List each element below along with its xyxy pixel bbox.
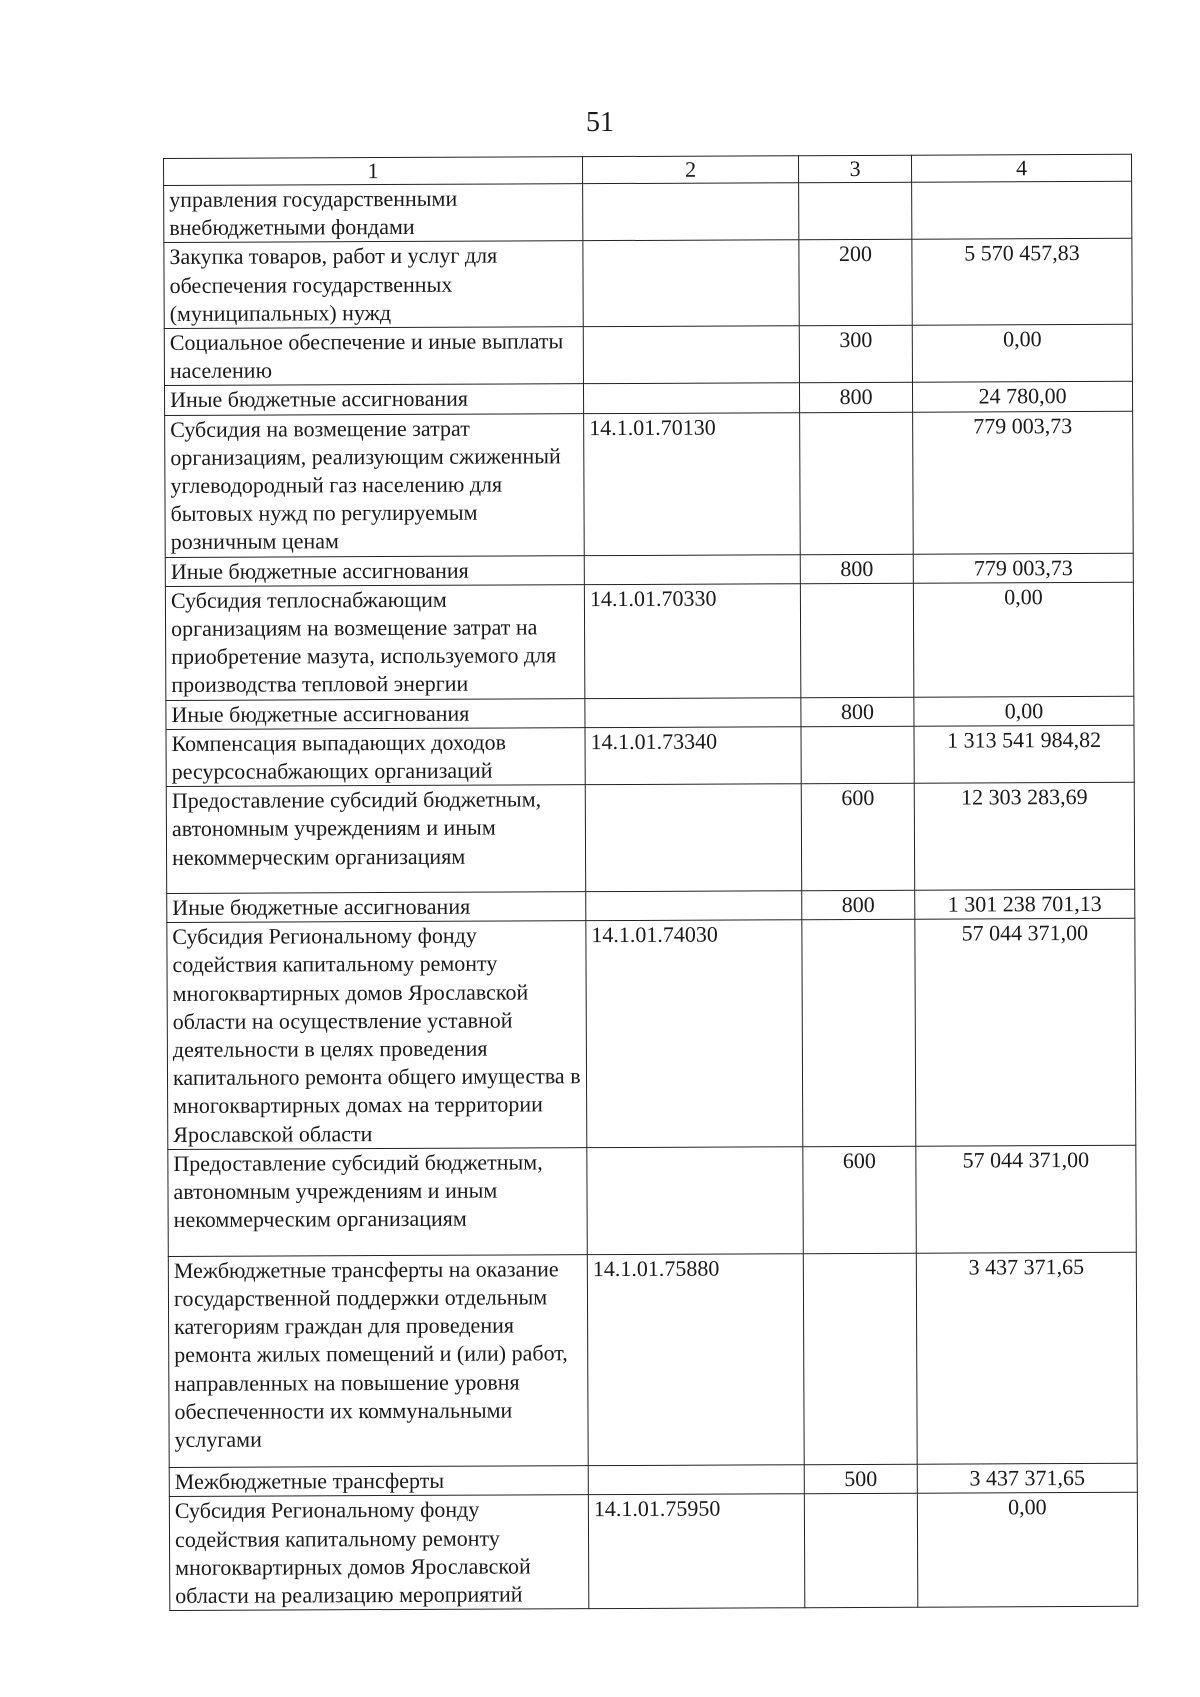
- table-row: [169, 1464, 1137, 1497]
- row-target-code: [583, 183, 799, 241]
- row-amount: 779 003,73: [913, 553, 1133, 583]
- column-header-2: 2: [582, 156, 798, 184]
- table-row: [168, 1145, 1136, 1256]
- row-target-code: [585, 784, 801, 892]
- table-row: [164, 181, 1132, 243]
- row-item-name: Предоставление субсидий бюджетным, автономным учреждениям и иным некоммерческим организациям: [166, 785, 585, 894]
- row-expense-type: 800: [799, 383, 912, 413]
- row-amount: 3 437 371,65: [917, 1464, 1137, 1494]
- row-target-code: 14.1.01.70330: [584, 584, 800, 699]
- row-expense-type: 200: [799, 240, 912, 326]
- row-amount: 3 437 371,65: [916, 1252, 1137, 1465]
- row-item-name: Компенсация выпадающих доходов ресурсоснабжающих организаций: [166, 728, 585, 787]
- table-row: [167, 919, 1136, 1150]
- row-amount: 12 303 283,69: [914, 783, 1134, 891]
- row-target-code: [588, 1465, 804, 1495]
- row-expense-type: 600: [803, 1146, 916, 1253]
- table-row: [166, 696, 1134, 729]
- row-item-name: Иные бюджетные ассигнования: [166, 698, 585, 729]
- row-item-name: Субсидия на возмещение затрат организациям, реализующим сжиженный углеводородный газ населению для бытовых нужд по регулируемым розничным ценам: [165, 413, 585, 557]
- row-amount: [912, 181, 1132, 239]
- row-target-code: [585, 697, 801, 727]
- table-row: [166, 783, 1134, 894]
- column-header-1: 1: [164, 157, 583, 186]
- row-item-name: Закупка товаров, работ и услуг для обеспечения государственных (муниципальных) нужд: [164, 241, 583, 328]
- table-row: [168, 1252, 1137, 1468]
- row-target-code: [583, 326, 799, 384]
- row-target-code: [587, 1147, 803, 1255]
- row-amount: 24 780,00: [912, 382, 1132, 412]
- row-target-code: [586, 891, 802, 921]
- row-amount: 5 570 457,83: [912, 239, 1132, 326]
- table-row: [164, 239, 1132, 329]
- row-expense-type: 600: [801, 783, 914, 890]
- row-expense-type: 800: [802, 890, 915, 920]
- row-item-name: Субсидия Региональному фонду содействия капитальному ремонту многоквартирных домов Ярославской области на осуществление уставной деятельности в целях проведения капитального ремонта общего имущества в многоквартирных домах на территории Ярославской области: [167, 921, 587, 1149]
- row-amount: 0,00: [917, 1493, 1137, 1608]
- table-header-row: [164, 154, 1132, 185]
- row-target-code: 14.1.01.70130: [584, 412, 801, 555]
- row-target-code: 14.1.01.75880: [587, 1253, 804, 1466]
- row-expense-type: 300: [799, 325, 912, 383]
- row-expense-type: [800, 412, 914, 555]
- row-amount: 0,00: [912, 324, 1132, 382]
- row-expense-type: [802, 919, 916, 1146]
- row-target-code: [583, 383, 799, 413]
- row-target-code: [583, 240, 799, 327]
- row-expense-type: 800: [801, 697, 914, 727]
- row-expense-type: [800, 583, 913, 697]
- row-amount: 0,00: [914, 696, 1134, 726]
- column-header-3: 3: [798, 155, 911, 182]
- row-amount: 57 044 371,00: [916, 1145, 1136, 1253]
- column-header-4: 4: [911, 154, 1131, 182]
- row-expense-type: [804, 1494, 917, 1608]
- row-target-code: 14.1.01.75950: [588, 1494, 804, 1609]
- row-amount: 57 044 371,00: [915, 919, 1136, 1147]
- row-item-name: Субсидия Региональному фонду содействия капитальному ремонту многоквартирных домов Ярославской области на реализацию мероприятий: [169, 1495, 588, 1611]
- page-number: 51: [586, 107, 614, 138]
- row-target-code: 14.1.01.73340: [585, 727, 801, 785]
- row-target-code: [584, 554, 800, 584]
- row-item-name: Межбюджетные трансферты на оказание государственной поддержки отдельным категориям граждан для проведения ремонта жилых помещений и (или) работ, направленных на повышение уровня обеспеченности их коммунальными услугами: [168, 1254, 588, 1467]
- row-item-name: Межбюджетные трансферты: [169, 1466, 588, 1497]
- row-expense-type: 800: [800, 554, 913, 584]
- row-amount: 0,00: [913, 582, 1133, 697]
- row-amount: 1 301 238 701,13: [915, 889, 1135, 919]
- row-item-name: Иные бюджетные ассигнования: [165, 555, 584, 586]
- row-expense-type: [799, 182, 912, 240]
- row-item-name: управления государственными внебюджетными фондами: [164, 184, 583, 243]
- row-item-name: Предоставление субсидий бюджетным, автономным учреждениям и иным некоммерческим организациям: [168, 1148, 587, 1257]
- table-row: [167, 889, 1135, 922]
- row-item-name: Иные бюджетные ассигнования: [167, 892, 586, 923]
- row-target-code: 14.1.01.74030: [586, 920, 803, 1148]
- row-amount: 779 003,73: [913, 411, 1134, 554]
- table-row: [165, 411, 1134, 557]
- budget-table-body: [164, 154, 1138, 1611]
- table-row: [166, 725, 1134, 787]
- row-item-name: Субсидия теплоснабжающим организациям на возмещение затрат на приобретение мазута, используемого для производства тепловой энергии: [165, 585, 584, 701]
- table-row: [164, 324, 1132, 386]
- row-expense-type: [801, 726, 914, 784]
- table-row: [165, 553, 1133, 586]
- row-expense-type: [803, 1253, 917, 1465]
- table-row: [165, 582, 1133, 700]
- budget-table: [163, 154, 1138, 1612]
- table-row: [169, 1493, 1137, 1611]
- row-item-name: Иные бюджетные ассигнования: [164, 384, 583, 415]
- row-amount: 1 313 541 984,82: [914, 725, 1134, 783]
- row-expense-type: 500: [804, 1465, 917, 1495]
- row-item-name: Социальное обеспечение и иные выплаты населению: [164, 327, 583, 386]
- table-row: [164, 382, 1132, 415]
